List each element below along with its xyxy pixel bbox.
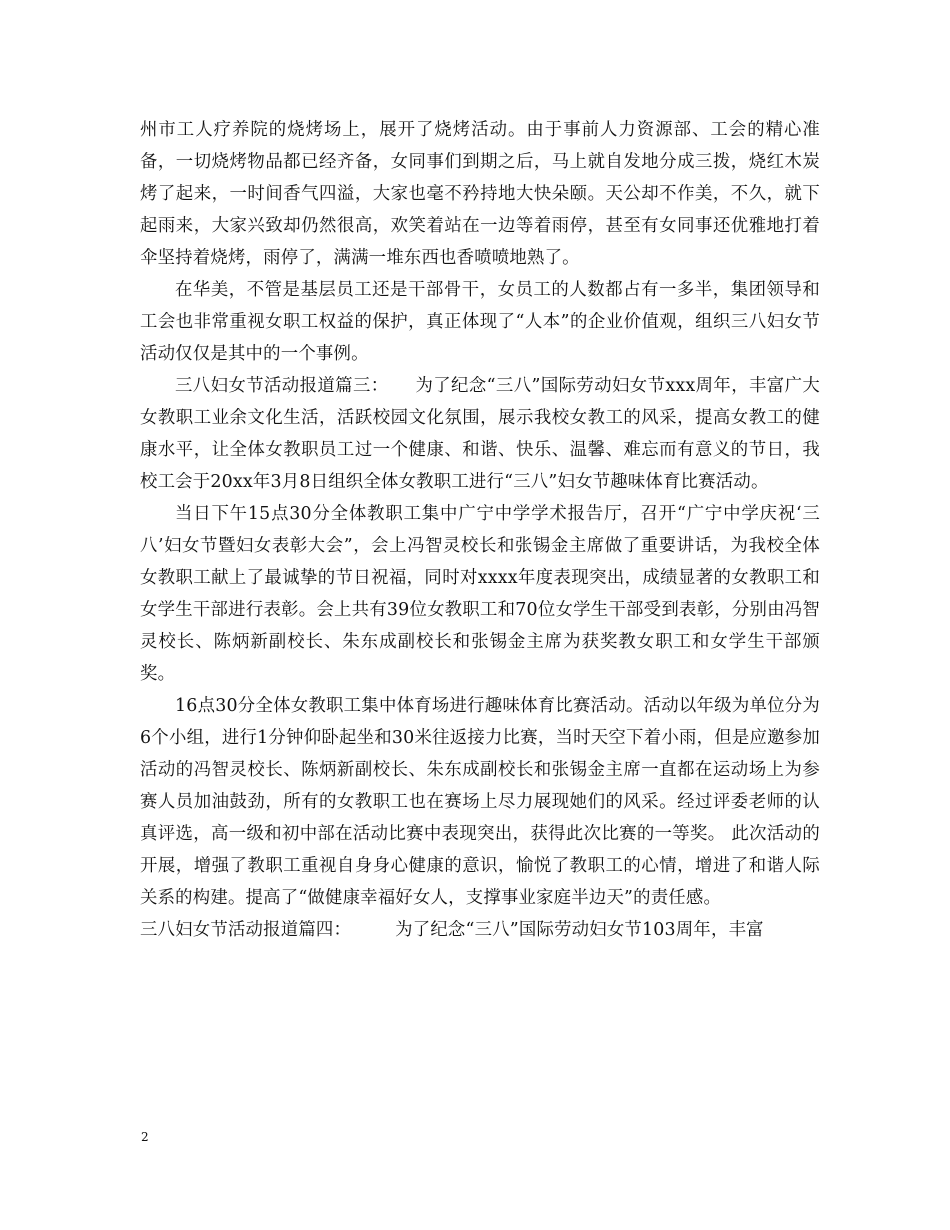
paragraph-report-part-four: 三八妇女节活动报道篇四： 为了纪念“三八”国际劳动妇女节103周年，丰富: [140, 920, 764, 940]
page-number: 2: [141, 1130, 149, 1144]
paragraph-huamei-women-staff: 在华美，不管是基层员工还是干部骨干，女员工的人数都占有一多半，集团领导和工会也非常重视女职工权益的保护，真正体现了“人本”的企业价值观，组织三八妇女节活动仅仅是其中的一个事例。: [140, 280, 820, 364]
paragraph-commendation-meeting: 当日下午15点30分全体教职工集中广宁中学学术报告厅，召开“广宁中学庆祝‘三八’妇女节暨妇女表彰大会”，会上冯智灵校长和张锡金主席做了重要讲话，为我校全体女教职工献上了最诚挚的节日祝福，同时对xxxx年度表现突出，成绩显著的女教职工和女学生干部进行表彰。会上共有39位女教职工和70位女学生干部受到表彰，分别由冯智灵校长、陈炳新副校长、朱东成副校长和张锡金主席为获奖教女职工和女学生干部颁奖。: [140, 504, 820, 684]
document-body: [140, 114, 820, 946]
paragraph-sports-competition: 16点30分全体女教职工集中体育场进行趣味体育比赛活动。活动以年级为单位分为6个小组，进行1分钟仰卧起坐和30米往返接力比赛，当时天空下着小雨，但是应邀参加活动的冯智灵校长、陈炳新副校长、朱东成副校长和张锡金主席一直都在运动场上为参赛人员加油鼓劲，所有的女教职工也在赛场上尽力展现她们的风采。经过评委老师的认真评选，高一级和初中部在活动比赛中表现突出，获得此次比赛的一等奖。 此次活动的开展，增强了教职工重视自身身心健康的意识，愉悦了教职工的心情，增进了和谐人际关系的构建。提高了“做健康幸福好女人，支撑事业家庭半边天”的责任感。: [140, 696, 820, 908]
paragraph-bbq-activity: 州市工人疗养院的烧烤场上，展开了烧烤活动。由于事前人力资源部、工会的精心准备，一切烧烤物品都已经齐备，女同事们到期之后，马上就自发地分成三拨，烧红木炭烤了起来，一时间香气四溢，大家也毫不矜持地大快朵颐。天公却不作美，不久，就下起雨来，大家兴致却仍然很高，欢笑着站在一边等着雨停，甚至有女同事还优雅地打着伞坚持着烧烤，雨停了，满满一堆东西也香喷喷地熟了。: [140, 120, 820, 268]
paragraph-report-part-three: 三八妇女节活动报道篇三： 为了纪念“三八”国际劳动妇女节xxx周年，丰富广大女教职工业余文化生活，活跃校园文化氛围，展示我校女教工的风采，提高女教工的健康水平，让全体女教职员工过一个健康、和谐、快乐、温馨、难忘而有意义的节日，我校工会于20xx年3月8日组织全体女教职工进行“三八”妇女节趣味体育比赛活动。: [140, 376, 820, 492]
